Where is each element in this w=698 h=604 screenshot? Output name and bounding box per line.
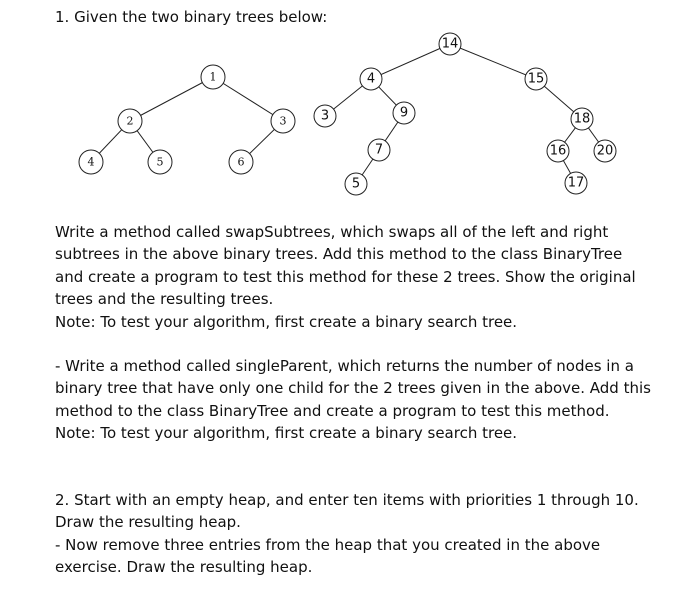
tree2-node-label: 9 bbox=[399, 105, 409, 121]
tree2-node bbox=[368, 139, 390, 161]
tree2-node bbox=[345, 173, 367, 195]
binary-trees-figure bbox=[0, 0, 698, 200]
tree2-node bbox=[594, 140, 616, 162]
text-line: 2. Start with an empty heap, and enter ten items with priorities 1 through 10. bbox=[55, 491, 639, 509]
swap-subtrees-paragraph bbox=[55, 221, 665, 333]
tree1-node bbox=[271, 109, 295, 133]
tree1-node bbox=[148, 150, 172, 174]
tree2-node-label: 20 bbox=[596, 143, 614, 159]
tree2-node-label: 15 bbox=[527, 71, 545, 87]
text-line: exercise. Draw the resulting heap. bbox=[55, 558, 313, 577]
tree2-node-label: 16 bbox=[549, 143, 567, 159]
tree1-node-label: 3 bbox=[279, 114, 287, 128]
tree2-node-label: 3 bbox=[320, 108, 330, 124]
text-line: Note: To test your algorithm, first create a binary search tree. bbox=[55, 424, 518, 443]
tree1-node bbox=[229, 150, 253, 174]
text-line: - Now remove three entries from the heap that you created in the above bbox=[55, 535, 601, 554]
tree2-node-label: 14 bbox=[441, 36, 459, 52]
tree1-node bbox=[79, 150, 103, 174]
tree2-node-label: 4 bbox=[366, 71, 376, 87]
text-line: trees and the resulting trees. bbox=[55, 290, 274, 309]
text-line: subtrees in the above binary trees. Add this method to the class BinaryTree bbox=[55, 245, 623, 264]
tree2-edges bbox=[325, 44, 605, 184]
tree1-node bbox=[118, 109, 142, 133]
text-line: - Write a method called singleParent, which returns the number of nodes in a bbox=[55, 357, 634, 375]
text-line: Note: To test your algorithm, first create a binary search tree. bbox=[55, 312, 518, 331]
tree2-node bbox=[571, 108, 593, 130]
tree2-node bbox=[393, 102, 415, 124]
tree1-node bbox=[201, 65, 225, 89]
tree2-node-label: 17 bbox=[567, 175, 585, 191]
tree2-node bbox=[314, 105, 336, 127]
tree1-node-label: 5 bbox=[156, 155, 164, 169]
tree2-node bbox=[565, 172, 587, 194]
text-line: binary tree that have only one child for the 2 trees given in the above. Add this bbox=[55, 379, 651, 398]
tree1-node-label: 1 bbox=[209, 70, 217, 84]
question-2-paragraph bbox=[55, 489, 665, 579]
tree2-node bbox=[360, 68, 382, 90]
tree2-node-label: 7 bbox=[374, 142, 384, 158]
question-1-heading: 1. Given the two binary trees below: bbox=[55, 8, 328, 26]
tree2-node-label: 5 bbox=[351, 176, 361, 192]
tree1-node-label: 4 bbox=[87, 155, 95, 169]
text-line: Draw the resulting heap. bbox=[55, 513, 241, 532]
text-line: and create a program to test this method for these 2 trees. Show the original bbox=[55, 267, 636, 286]
text-line: Write a method called swapSubtrees, which swaps all of the left and right bbox=[55, 223, 609, 241]
tree2-node bbox=[439, 33, 461, 55]
tree1-node-label: 6 bbox=[237, 155, 245, 169]
single-parent-paragraph bbox=[55, 355, 665, 445]
tree2-node-label: 18 bbox=[573, 111, 591, 127]
tree2-node bbox=[547, 140, 569, 162]
tree2-node bbox=[525, 68, 547, 90]
text-line: method to the class BinaryTree and create a program to test this method. bbox=[55, 401, 610, 420]
tree1-node-label: 2 bbox=[126, 114, 134, 128]
